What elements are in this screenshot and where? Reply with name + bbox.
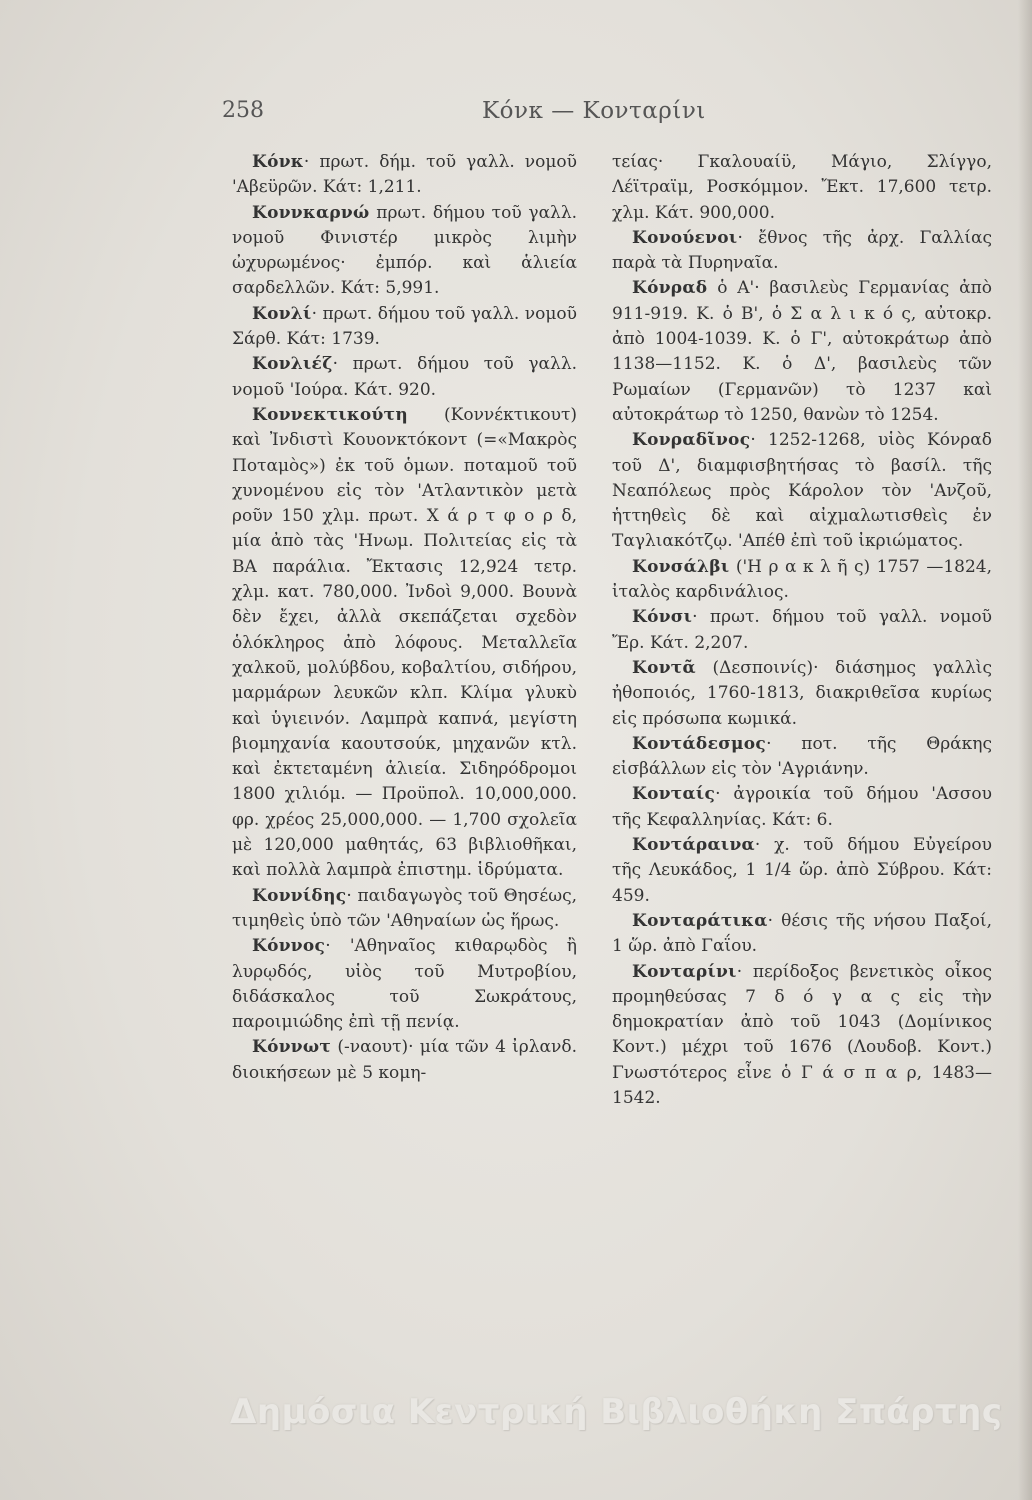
entry-headword: Κόνκ: [252, 152, 304, 172]
entry-headword: Κονούενοι: [632, 227, 738, 248]
library-watermark: Δημόσια Κεντρική Βιβλιοθήκη Σπάρτης: [230, 1392, 1003, 1432]
entry-headword: Κόννος: [252, 936, 326, 957]
entry-headword: Κονλιέζ: [252, 354, 333, 375]
dictionary-entry: [612, 555, 992, 606]
entry-headword: Κοννίδης: [252, 885, 347, 906]
dictionary-entry: [612, 782, 992, 833]
entry-text: · πρωτ. δήμου τοῦ γαλλ. νομοῦ Σάρθ. Κάτ: 1739.: [232, 303, 577, 350]
entry-text: · πρωτ. δήμου τοῦ γαλλ. νομοῦ 'Ιούρα. Κάτ. 920.: [232, 354, 577, 400]
dictionary-entry: [612, 833, 992, 909]
dictionary-entry: [232, 302, 577, 353]
entry-headword: Κονσάλβι: [632, 556, 730, 577]
dictionary-entry: [612, 960, 992, 1112]
entry-headword: Κονταρίνι: [632, 961, 737, 982]
dictionary-entry: [232, 150, 577, 201]
entry-headword: Κονταράτικα: [632, 910, 768, 931]
entry-headword: Κοντᾶ: [632, 657, 696, 678]
entry-headword: Κονλί: [252, 303, 312, 324]
dictionary-entry: [612, 732, 992, 783]
entry-text: (-ναουτ)· μία τῶν 4 ἰρλανδ. διοικήσεων μὲ 5 κομη-: [232, 1037, 577, 1083]
entry-text: ('Η ρ α κ λ ῆ ς) 1757 —1824, ἰταλὸς καρδινάλιος.: [612, 556, 992, 603]
dictionary-entry: [612, 226, 992, 277]
dictionary-entry: [232, 352, 577, 403]
entry-headword: Κοντάραινα: [632, 835, 755, 856]
entry-text: · 'Αθηναῖος κιθαρῳδὸς ἢ λυρῳδός, υἱὸς τοῦ Μυτροβίου, διδάσκαλος τοῦ Σωκράτους, παροιμιώδης ἐπὶ τῇ πενίᾳ.: [232, 936, 577, 1033]
entry-text: · ποτ. τῆς Θράκης εἰσβάλλων εἰς τὸν 'Αγριάνην.: [612, 733, 992, 780]
running-head: Κόνκ — Κονταρίνι: [482, 98, 706, 124]
entry-text: ὁ Α'· βασιλεὺς Γερμανίας ἀπὸ 911-919. Κ. ὁ Β', ὁ Σ α λ ι κ ό ς, αὐτοκρ. ἀπὸ 1004-1039. Κ. ὁ Γ', αὐτοκράτωρ ἀπὸ 1138—1152. Κ. ὁ Δ', βασιλεὺς τῶν Ρωμαίων (Γερμανῶν) τὸ 1237 καὶ αὐτοκράτωρ τὸ 1250, θανὼν τὸ 1254.: [612, 278, 992, 425]
entry-text: · περίδοξος βενετικὸς οἶκος προμηθεύσας 7 δ ό γ α ς εἰς τὴν δημοκρατίαν ἀπὸ τοῦ 1043 (Δομίνικος Κοντ.) μέχρι τοῦ 1676 (Λουδοβ. Κοντ.) Γνωστότερος εἶνε ὁ Γ ά σ π α ρ, 1483—1542.: [612, 961, 992, 1108]
dictionary-entry: [232, 201, 577, 302]
left-column: [232, 150, 577, 1240]
page-header: [0, 98, 1032, 138]
dictionary-entry: [612, 276, 992, 428]
dictionary-entry: [232, 934, 577, 1035]
entry-text: · πρωτ. δήμ. τοῦ γαλλ. νομοῦ 'Αβεϋρῶν. Κάτ: 1,211.: [232, 152, 577, 198]
right-column: [612, 150, 992, 1240]
entry-headword: Κόννωτ: [252, 1037, 332, 1058]
entry-headword: Κόνσι: [632, 607, 693, 628]
dictionary-entry: [232, 884, 577, 935]
dictionary-entry: [612, 656, 992, 732]
dictionary-entry: [232, 403, 577, 884]
dictionary-entry: [612, 150, 992, 226]
entry-text: πρωτ. δήμου τοῦ γαλλ. νομοῦ Φινιστέρ μικρὸς λιμὴν ὠχυρωμένος· ἐμπόρ. καὶ ἁλιεία σαρδελλῶν. Κάτ: 5,991.: [232, 202, 577, 299]
entry-text: · 1252-1268, υἱὸς Κόνραδ τοῦ Δ', διαμφισβητήσας τὸ βασίλ. τῆς Νεαπόλεως πρὸς Κάρολον τὸν 'Ανζοῦ, ἡττηθεὶς δὲ καὶ αἰχμαλωτισθεὶς ἐν Ταγλιακότζῳ. 'Απέθ ἐπὶ τοῦ ἰκριώματος.: [612, 430, 992, 552]
entry-text: · ἔθνος τῆς ἀρχ. Γαλλίας παρὰ τὰ Πυρηναῖα.: [612, 227, 992, 274]
entry-headword: Κοννκαρνώ: [252, 202, 370, 223]
entry-text: (Δεσποινίς)· διάσημος γαλλὶς ἠθοποιός, 1760-1813, διακριθεῖσα κυρίως εἰς πρόσωπα κωμικά.: [612, 657, 992, 729]
entry-text: (Κοννέκτικουτ) καὶ Ἰνδιστὶ Κουονκτόκοντ (=«Μακρὸς Ποταμὸς») ἐκ τοῦ ὁμων. ποταμοῦ τοῦ χυνομένου εἰς τὸν 'Ατλαντικὸν μετὰ ροῦν 150 χλμ. πρωτ. Χ ά ρ τ φ ο ρ δ, μία ἀπὸ τὰς 'Ηνωμ. Πολιτείας εἰς τὰ ΒΑ παράλια. Ἔκτασις 12,924 τετρ. χλμ. κατ. 780,000. Ἰνδοὶ 9,000. Βουνὰ δὲν ἔχει, ἀλλὰ σκεπάζεται σχεδὸν ὁλόκληρος ἀπὸ λόφους. Μεταλλεῖα χαλκοῦ, μολύβδου, κοβαλτίου, σιδήρου, μαρμάρων λευκῶν κλπ. Κλίμα γλυκὺ καὶ ὑγιεινόν. Λαμπρὰ καπνά, μεγίστη βιομηχανία καουτσούκ, μηχανῶν κτλ. καὶ ἐκτεταμένη ἁλιεία. Σιδηρόδρομοι 1800 χιλιόμ. — Προϋπολ. 10,000,000. φρ. χρέος 25,000,000. — 1,700 σχολεῖα μὲ 120,000 μαθητάς, 63 βιβλιοθῆκαι, καὶ πολλὰ λαμπρὰ ἐπιστημ. ἱδρύματα.: [232, 404, 577, 881]
entry-headword: Κοντάδεσμος: [632, 733, 767, 754]
entry-text: · ἀγροικία τοῦ δήμου 'Ασσου τῆς Κεφαλληνίας. Κάτ: 6.: [612, 784, 992, 830]
page-number: 258: [222, 98, 264, 123]
dictionary-entry: [232, 1035, 577, 1086]
dictionary-entry: [612, 428, 992, 554]
entry-headword: Κόνραδ: [632, 278, 708, 299]
entry-headword: Κονραδῖνος: [632, 430, 751, 451]
entry-text: · πρωτ. δήμου τοῦ γαλλ. νομοῦ Ἔρ. Κάτ. 2,207.: [612, 607, 992, 653]
entry-text: · παιδαγωγὸς τοῦ Θησέως, τιμηθεὶς ὑπὸ τῶν 'Αθηναίων ὡς ἥρως.: [232, 885, 577, 931]
entry-headword: Κονταίς: [632, 784, 716, 805]
entry-text: · θέσις τῆς νήσου Παξοί, 1 ὥρ. ἀπὸ Γαΐου.: [612, 910, 992, 957]
entry-text: · χ. τοῦ δήμου Εὐγείρου τῆς Λευκάδος, 1 1/4 ὥρ. ἀπὸ Σύβρου. Κάτ: 459.: [612, 835, 992, 906]
dictionary-entry: [612, 605, 992, 656]
entry-headword: Κοννεκτικούτη: [252, 404, 409, 425]
page-edge-shadow: [1018, 0, 1032, 1500]
entry-text: τείας· Γκαλουαίϋ, Μάγιο, Σλίγγο, Λέϊτραϊμ, Ροσκόμμον. Ἔκτ. 17,600 τετρ. χλμ. Κάτ. 900,000.: [612, 152, 992, 223]
dictionary-entry: [612, 909, 992, 960]
